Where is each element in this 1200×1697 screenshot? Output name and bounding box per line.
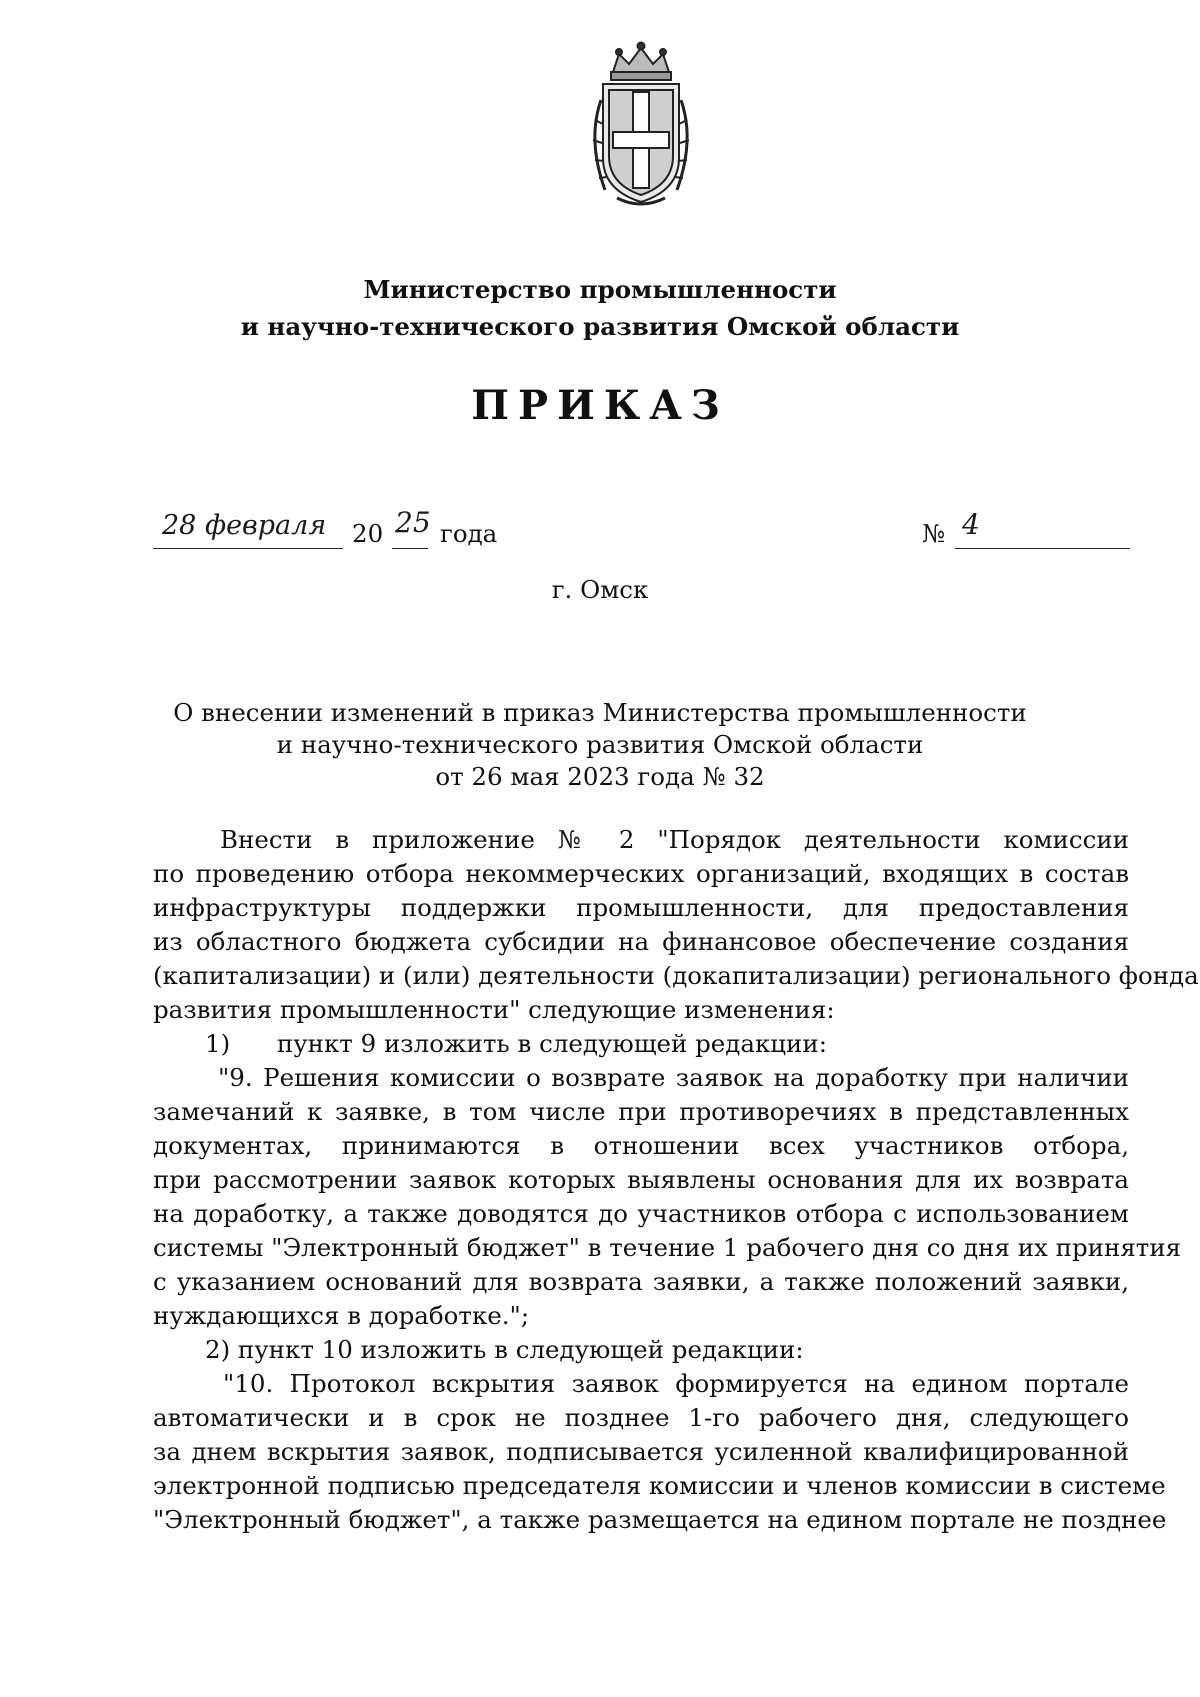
body-line: электронной подписью председателя комиссии и членов комиссии в системе: [153, 1471, 1166, 1500]
body-line: с указанием оснований для возврата заявки, а также положений заявки,: [153, 1267, 1129, 1296]
subject-line2: и научно-технического развития Омской области: [276, 730, 924, 759]
year-prefix: 20: [352, 519, 384, 548]
body-line: "10. Протокол вскрытия заявок формируется на едином портале: [223, 1369, 1129, 1398]
body-line: замечаний к заявке, в том числе при противоречиях в представленных: [153, 1097, 1129, 1126]
body-line: (капитализации) и (или) деятельности (докапитализации) регионального фонда: [153, 961, 1199, 990]
body-line: автоматически и в срок не позднее 1-го рабочего дня, следующего: [153, 1403, 1129, 1432]
body-line: развития промышленности" следующие изменения:: [153, 995, 835, 1024]
number-label: №: [922, 519, 946, 548]
body-line: из областного бюджета субсидии на финансовое обеспечение создания: [153, 927, 1129, 956]
handwritten-year: 25: [395, 506, 431, 539]
year-word: года: [440, 519, 498, 548]
body-line: системы "Электронный бюджет" в течение 1 рабочего дня со дня их принятия: [153, 1233, 1182, 1262]
handwritten-number: 4: [962, 508, 980, 541]
handwritten-date: 28 февраля: [162, 510, 327, 541]
body-line: документах, принимаются в отношении всех участников отбора,: [153, 1131, 1129, 1160]
city: г. Омск: [551, 575, 649, 604]
body-line: по проведению отбора некоммерческих организаций, входящих в состав: [153, 859, 1129, 888]
ministry-name-line2: и научно-технического развития Омской области: [240, 312, 960, 341]
subject-line1: О внесении изменений в приказ Министерства промышленности: [173, 698, 1027, 727]
body-line: при рассмотрении заявок которых выявлены основания для их возврата: [153, 1165, 1129, 1194]
body-line: за днем вскрытия заявок, подписывается усиленной квалифицированной: [153, 1437, 1129, 1466]
body-line: "Электронный бюджет", а также размещается на едином портале не позднее: [153, 1505, 1167, 1534]
omsk-coat-of-arms-icon: [583, 40, 699, 210]
ministry-name-line1: Министерство промышленности: [363, 275, 837, 304]
document-title: ПРИКАЗ: [471, 382, 729, 429]
body-line: инфраструктуры поддержки промышленности, для предоставления: [153, 893, 1129, 922]
body-line: на доработку, а также доводятся до участников отбора с использованием: [153, 1199, 1129, 1228]
date-underline: [153, 548, 343, 549]
year-underline: [392, 548, 428, 549]
number-underline: [955, 548, 1130, 549]
body-line: Внести в приложение № 2 "Порядок деятельности комиссии: [220, 825, 1129, 854]
body-line: 2) пункт 10 изложить в следующей редакции:: [205, 1335, 804, 1364]
order-body: [153, 823, 1199, 1537]
body-line: "9. Решения комиссии о возврате заявок на доработку при наличии: [218, 1063, 1129, 1092]
subject-line3: от 26 мая 2023 года № 32: [435, 762, 765, 791]
body-line: нуждающихся в доработке.";: [153, 1301, 530, 1330]
body-line: 1) пункт 9 изложить в следующей редакции:: [205, 1029, 827, 1058]
